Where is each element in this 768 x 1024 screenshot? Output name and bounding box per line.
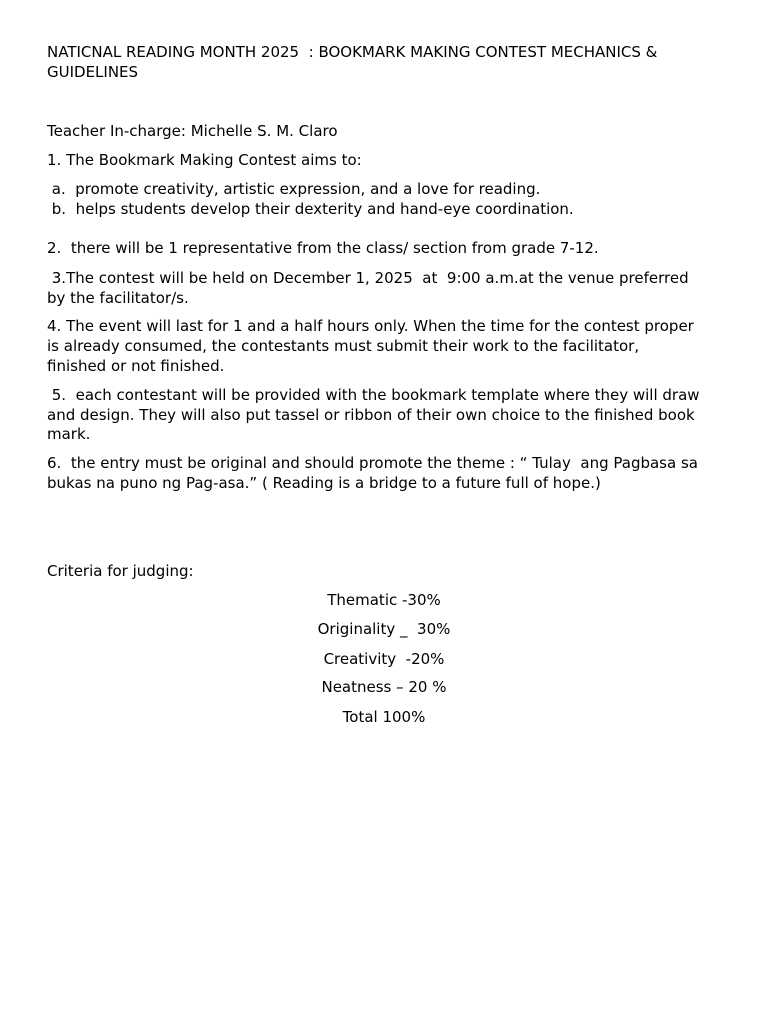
item-3-line-1: 3.The contest will be held on December 1, 2025 at 9:00 a.m.at the venue preferred: [47, 269, 689, 287]
item-4-line-3: finished or not finished.: [47, 357, 225, 375]
teacher-in-charge: Teacher In-charge: Michelle S. M. Claro: [47, 122, 338, 140]
item-6-line-2: bukas na puno ng Pag-asa.” ( Reading is a bridge to a future full of hope.): [47, 474, 601, 492]
title-line-2: GUIDELINES: [47, 63, 139, 81]
item-5-line-2: and design. They will also put tassel or ribbon of their own choice to the finished book: [47, 406, 695, 424]
item-1a: a. promote creativity, artistic expression, and a love for reading.: [47, 180, 541, 198]
item-1: 1. The Bookmark Making Contest aims to:: [47, 151, 362, 169]
criteria-originality: Originality _ 30%: [317, 620, 451, 638]
item-4-line-1: 4. The event will last for 1 and a half hours only. When the time for the contest proper: [47, 317, 694, 335]
criteria-creativity: Creativity -20%: [323, 650, 445, 668]
item-6-line-1: 6. the entry must be original and should promote the theme : “ Tulay ang Pagbasa sa: [47, 454, 698, 472]
item-5-line-1: 5. each contestant will be provided with the bookmark template where they will draw: [47, 386, 700, 404]
title-line-1: NATICNAL READING MONTH 2025 : BOOKMARK MAKING CONTEST MECHANICS &: [47, 43, 658, 61]
criteria-heading: Criteria for judging:: [47, 562, 194, 580]
criteria-total: Total 100%: [342, 708, 426, 726]
item-2: 2. there will be 1 representative from the class/ section from grade 7-12.: [47, 239, 599, 257]
item-4-line-2: is already consumed, the contestants must submit their work to the facilitator,: [47, 337, 640, 355]
criteria-thematic: Thematic -30%: [327, 591, 441, 609]
item-3-line-2: by the facilitator/s.: [47, 289, 189, 307]
criteria-neatness: Neatness – 20 %: [321, 678, 447, 696]
item-5-line-3: mark.: [47, 425, 91, 443]
item-1b: b. helps students develop their dexterity and hand-eye coordination.: [47, 200, 574, 218]
